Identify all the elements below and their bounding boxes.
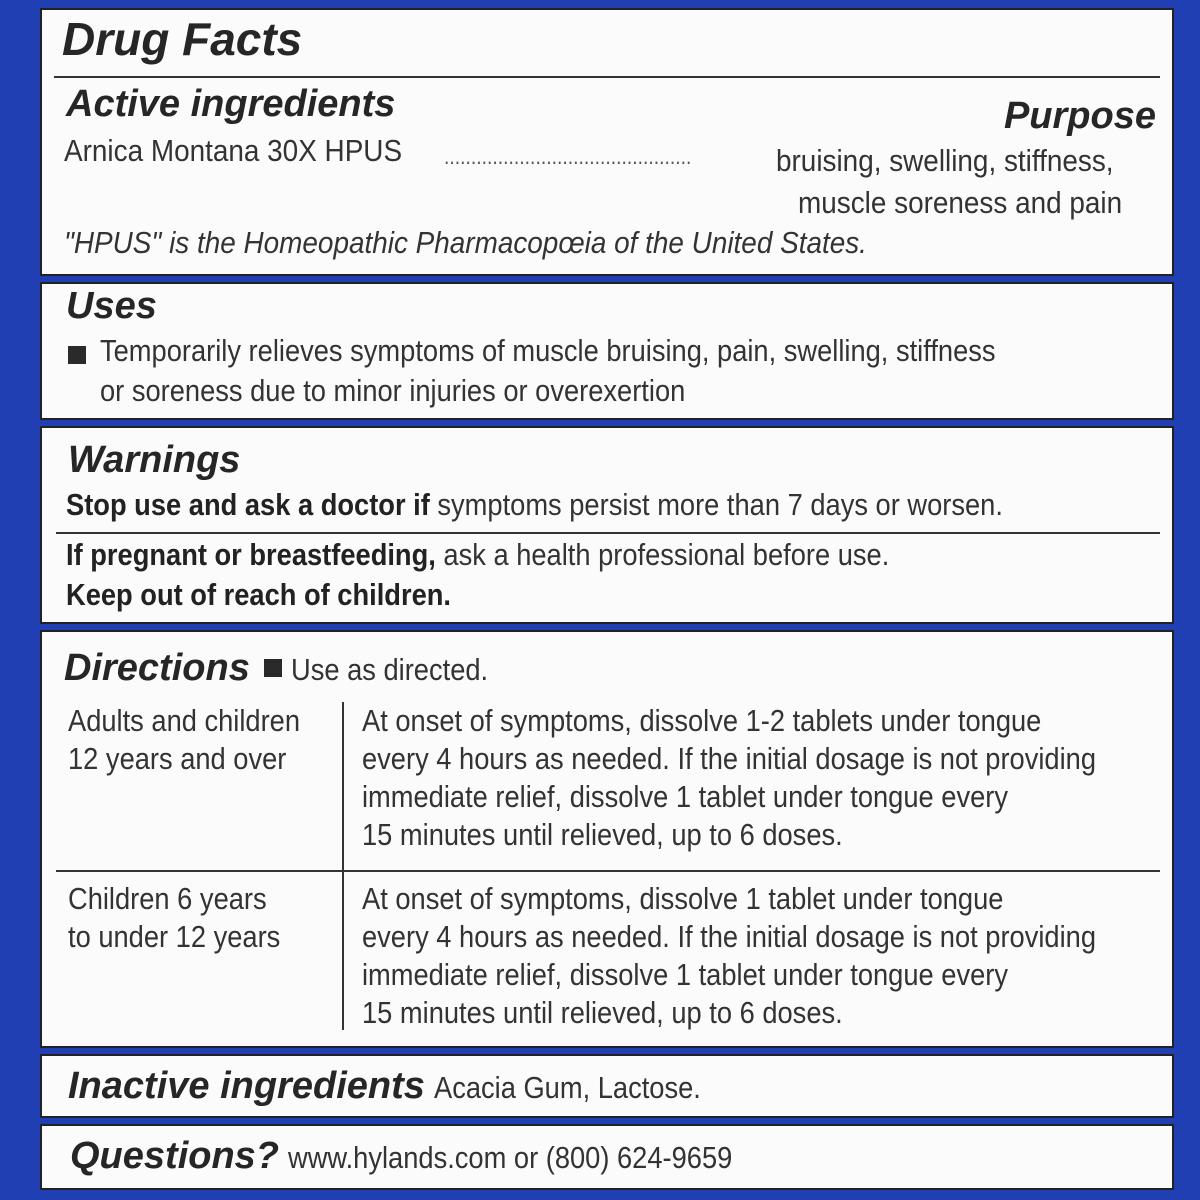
directions-bullet-icon <box>264 659 282 677</box>
questions-panel <box>40 1124 1174 1190</box>
warnings-heading: Warnings <box>68 439 241 481</box>
directions-row-divider <box>56 870 1160 872</box>
directions-column-divider <box>342 702 344 1030</box>
drug-facts-panel <box>40 8 1174 276</box>
dosage-group-2-line-2: to under 12 years <box>68 919 281 954</box>
inactive-text: Acacia Gum, Lactose. <box>433 1070 701 1105</box>
uses-heading: Uses <box>66 285 157 327</box>
active-ingredients-heading: Active ingredients <box>66 83 396 125</box>
uses-line-1: Temporarily relieves symptoms of muscle bruising, pain, swelling, stiffness <box>100 333 996 368</box>
dosage-2-line-3: immediate relief, dissolve 1 tablet under tongue every <box>362 957 1008 992</box>
dosage-2-line-4: 15 minutes until relieved, up to 6 doses. <box>362 995 843 1030</box>
uses-panel <box>40 282 1174 420</box>
dosage-1-line-1: At onset of symptoms, dissolve 1-2 tablets under tongue <box>362 703 1042 738</box>
uses-bullet-icon <box>68 346 86 364</box>
dosage-2-line-1: At onset of symptoms, dissolve 1 tablet under tongue <box>362 881 1004 916</box>
stop-use-bold: Stop use and ask a doctor if <box>66 487 430 522</box>
pregnant-bold: If pregnant or breastfeeding, <box>66 537 436 572</box>
questions-contact: www.hylands.com or (800) 624-9659 <box>287 1140 732 1175</box>
inactive-panel <box>40 1054 1174 1118</box>
inactive-heading: Inactive ingredients <box>68 1065 425 1107</box>
dosage-group-1-line-2: 12 years and over <box>68 741 287 776</box>
active-ingredient-name: Arnica Montana 30X HPUS <box>64 133 403 168</box>
dosage-1-line-4: 15 minutes until relieved, up to 6 doses. <box>362 817 843 852</box>
dosage-1-line-3: immediate relief, dissolve 1 tablet under tongue every <box>362 779 1008 814</box>
questions-heading: Questions? <box>70 1135 280 1177</box>
warnings-panel <box>40 426 1174 624</box>
stop-use-line <box>66 486 1003 524</box>
drug-facts-title: Drug Facts <box>62 13 303 65</box>
leader-dots: .............................................. <box>444 144 692 169</box>
dosage-2-line-2: every 4 hours as needed. If the initial dosage is not providing <box>362 919 1097 954</box>
inactive-line <box>68 1064 737 1110</box>
keep-out-line: Keep out of reach of children. <box>66 577 451 612</box>
pregnant-line <box>66 536 889 574</box>
directions-header-line <box>64 646 515 692</box>
purpose-line-1: bruising, swelling, stiffness, <box>776 143 1114 178</box>
warnings-divider <box>56 532 1160 534</box>
directions-panel <box>40 630 1174 1048</box>
stop-use-rest: symptoms persist more than 7 days or worsen. <box>429 487 1003 522</box>
uses-line-2: or soreness due to minor injuries or overexertion <box>100 373 686 408</box>
dosage-1-line-2: every 4 hours as needed. If the initial dosage is not providing <box>362 741 1097 776</box>
hpus-note: "HPUS" is the Homeopathic Pharmacopœia of the United States. <box>64 225 867 260</box>
title-divider <box>54 76 1160 78</box>
directions-intro: Use as directed. <box>291 652 489 687</box>
purpose-heading: Purpose <box>1003 95 1156 137</box>
pregnant-rest: ask a health professional before use. <box>435 537 890 572</box>
dosage-group-2-line-1: Children 6 years <box>68 881 267 916</box>
dosage-group-1-line-1: Adults and children <box>68 703 301 738</box>
directions-heading: Directions <box>64 647 250 689</box>
purpose-line-2: muscle soreness and pain <box>798 185 1123 220</box>
questions-line <box>70 1134 793 1180</box>
